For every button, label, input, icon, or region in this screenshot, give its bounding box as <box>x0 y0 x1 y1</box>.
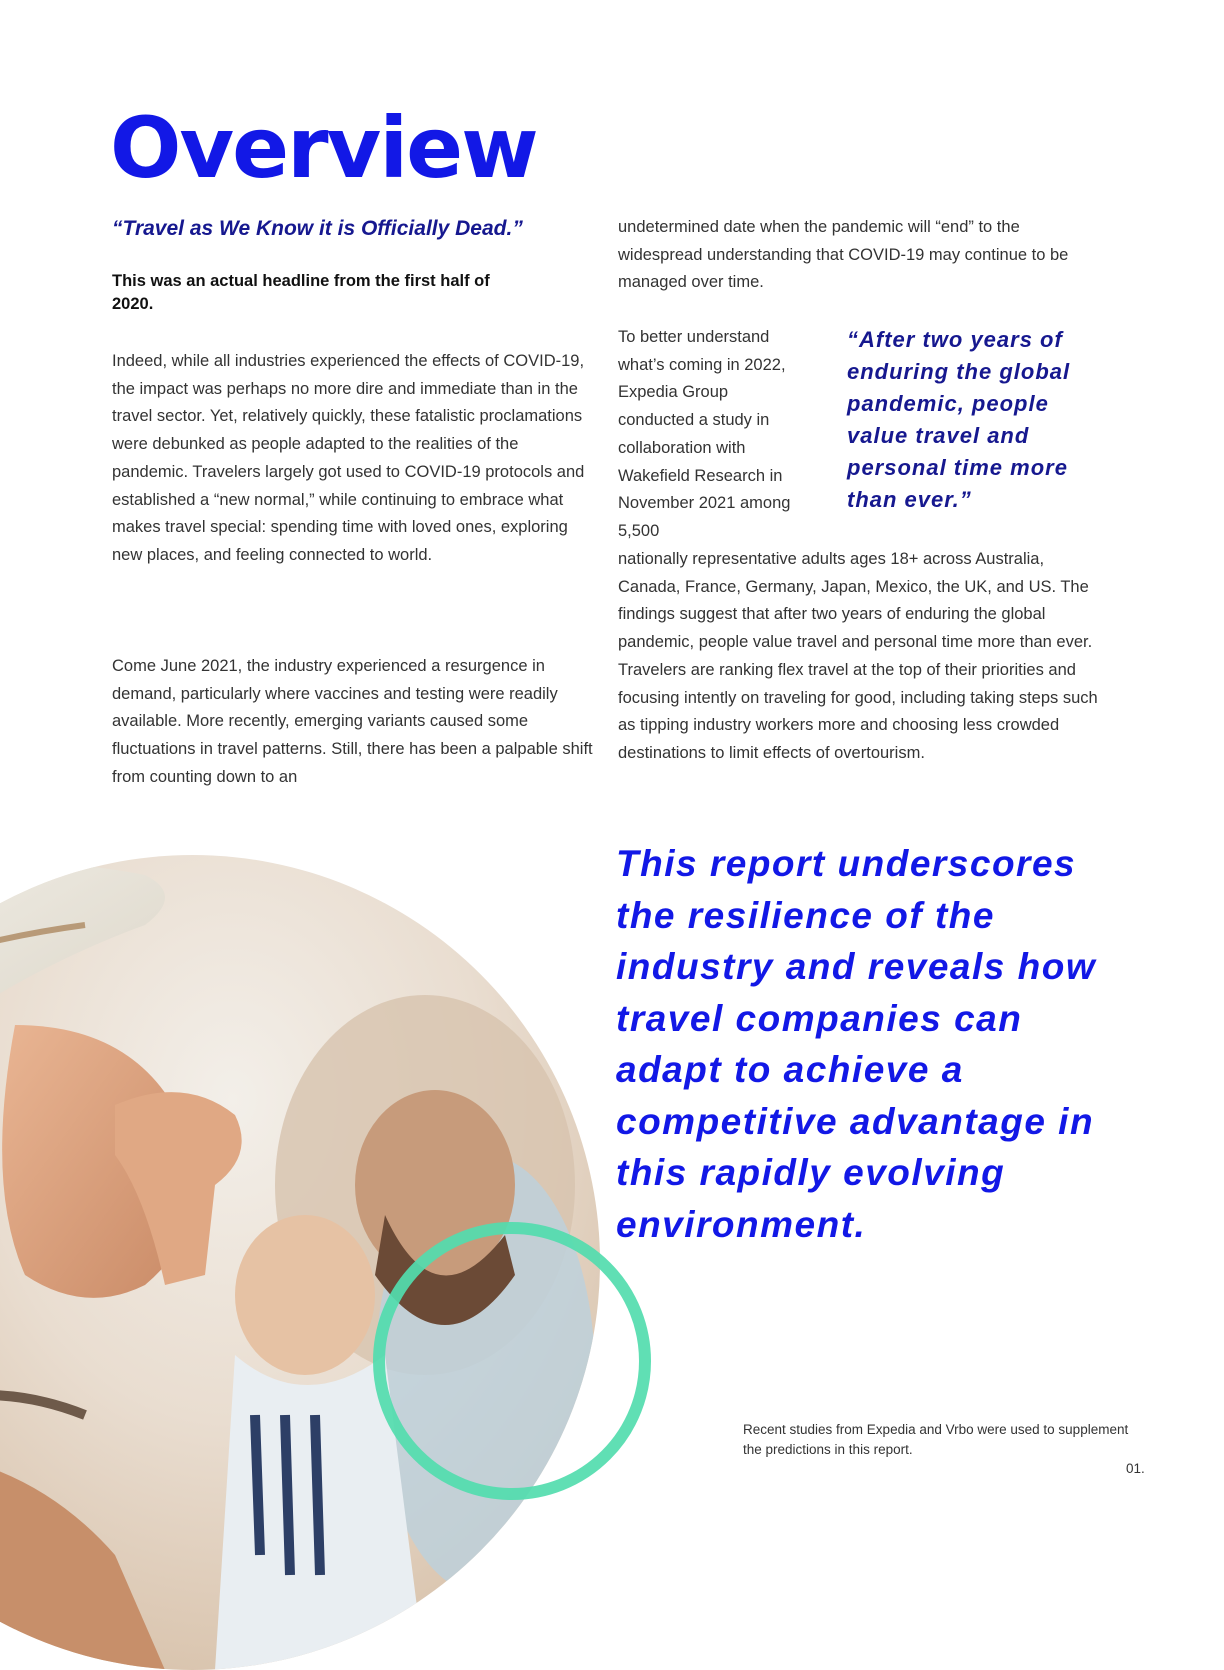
page-number: 01. <box>1126 1461 1145 1476</box>
headline-quote: “Travel as We Know it is Officially Dead.” <box>112 217 523 240</box>
footnote: Recent studies from Expedia and Vrbo were used to supplement the predictions in this report. <box>743 1422 1129 1457</box>
body-paragraph-continuation: undetermined date when the pandemic will “end” to the widespread understanding that COVID-19 may continue to be managed over time. <box>618 218 1069 292</box>
body-paragraph-study: To better understand what’s coming in 2022, Expedia Group conducted a study in collaboration with Wakefield Research in November 2021 among 5,500 <box>618 328 791 540</box>
pull-quote: “After two years of enduring the global pandemic, people value travel and personal time more than ever.” <box>847 327 1071 512</box>
body-paragraph-impact: Indeed, while all industries experienced the effects of COVID-19, the impact was perhaps no more dire and immediate than in the travel sector. Yet, relatively quickly, these fatalistic proclamations were debunked as people adapted to the realities of the pandemic. Travelers largely got used to COVID-19 protocols and established a “new normal,” while continuing to embrace what makes travel special: spending time with loved ones, exploring new places, and feeling connected to world. <box>112 352 585 564</box>
body-paragraph-resurgence: Come June 2021, the industry experienced a resurgence in demand, particularly where vaccines and testing were readily available. More recently, emerging variants caused some fluctuations in travel patterns. Still, there has been a palpable shift from counting down to an <box>112 657 593 786</box>
decorative-ring <box>373 1222 651 1500</box>
lead-statement: This was an actual headline from the first half of 2020. <box>112 272 490 313</box>
page-title: Overview <box>110 99 537 197</box>
key-statement: This report underscores the resilience of the industry and reveals how travel companies can adapt to achieve a competitive advantage in this rapidly evolving environment. <box>616 843 1097 1245</box>
body-paragraph-findings: nationally representative adults ages 18+ across Australia, Canada, France, Germany, Japan, Mexico, the UK, and US. The findings suggest that after two years of enduring the global pandemic, people value travel and personal time more than ever. Travelers are ranking flex travel at the top of their priorities and focusing intently on traveling for good, including taking steps such as tipping industry workers more and choosing less crowded destinations to limit effects of overtourism. <box>618 550 1098 762</box>
